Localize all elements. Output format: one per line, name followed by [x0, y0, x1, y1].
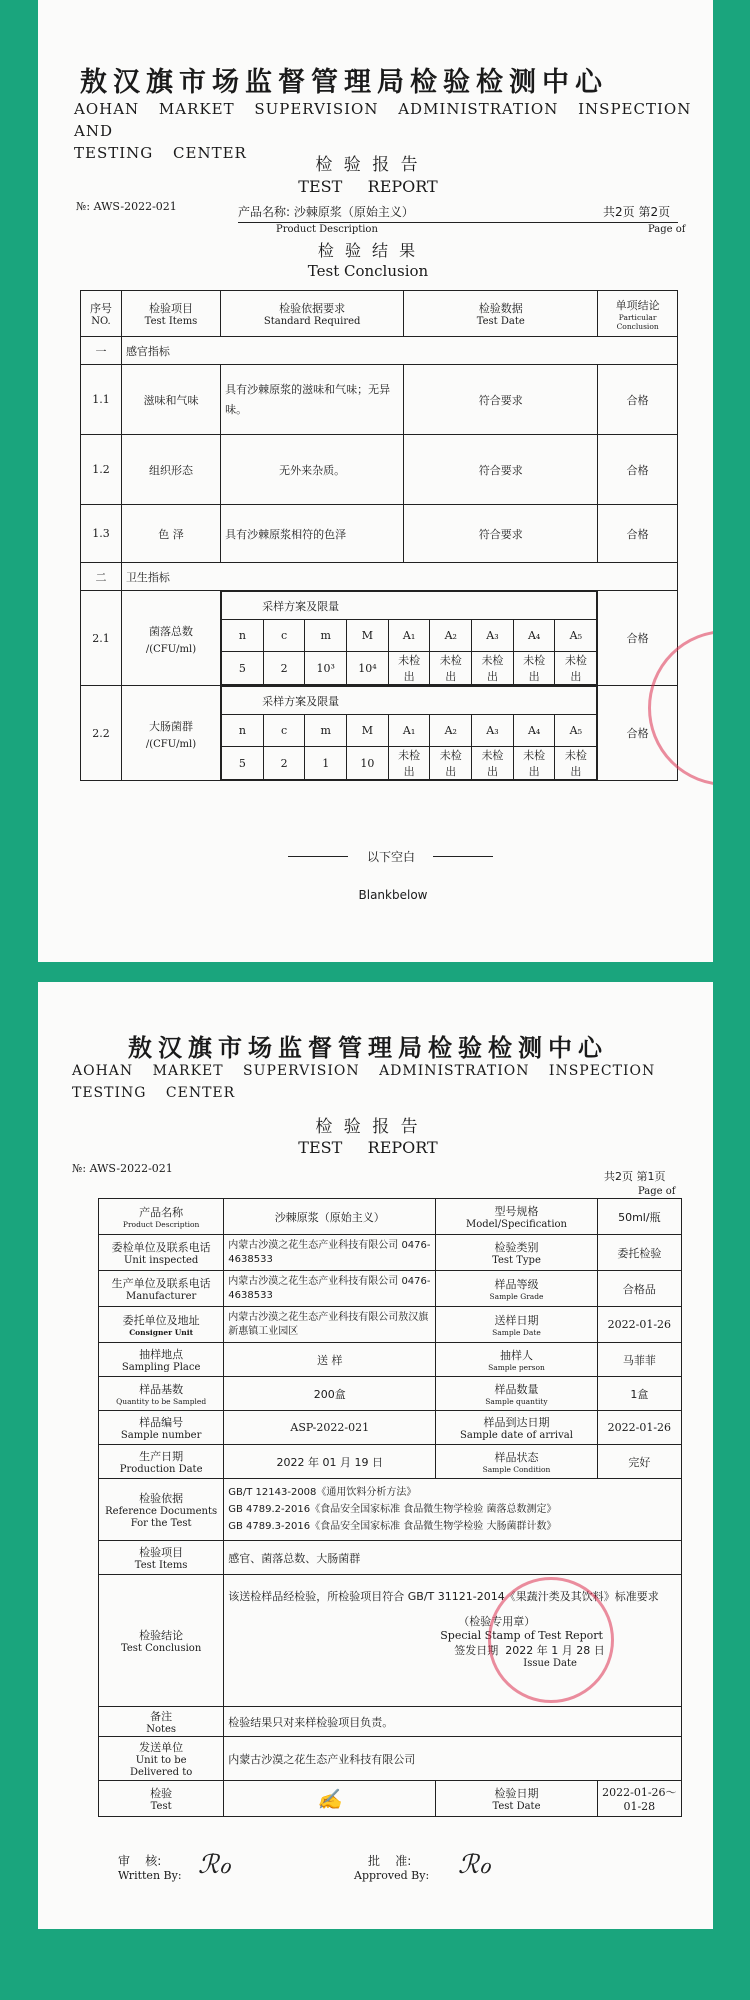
- issue-date: 2022 年 1 月 28 日: [505, 1644, 605, 1657]
- report-title-en: TEST REPORT: [298, 177, 438, 196]
- org-name-cn: 敖汉旗市场监督管理局检验检测中心: [80, 67, 608, 98]
- page-info: 共2页 第2页: [603, 205, 671, 219]
- org-name-en-line1: AOHAN MARKET SUPERVISION ADMINISTRATION INSPECTION: [72, 1063, 656, 1079]
- report-page-1: [38, 982, 713, 1929]
- section-row: [81, 337, 678, 365]
- report-number: №: AWS-2022-021: [72, 1162, 173, 1175]
- page-info: 共2页 第1页: [604, 1170, 666, 1183]
- approver-signature: ℛℴ: [458, 1850, 491, 1880]
- org-name-en-line2: TESTING CENTER: [72, 1085, 236, 1101]
- blank-below-en: Blankbelow: [358, 888, 428, 902]
- results-table: [80, 290, 678, 781]
- section-label: 感官指标: [121, 337, 677, 365]
- table-row: 检验项目 Test Items 感官、菌落总数、大肠菌群: [99, 1541, 682, 1575]
- info-table: [98, 1198, 682, 1817]
- bottom-background-band: [0, 1929, 750, 2000]
- written-by-cn: 审 核:: [118, 1854, 162, 1868]
- col-conclusion: 单项结论 Particular Conclusion: [598, 291, 678, 337]
- table-row: 备注 Notes 检验结果只对来样检验项目负责。: [99, 1707, 682, 1737]
- written-by-en: Written By:: [118, 1869, 182, 1882]
- section-row: [81, 563, 678, 591]
- report-page-2: [38, 0, 713, 962]
- report-title-cn: 检 验 报 告: [315, 1117, 421, 1137]
- table-row: 发送单位 Unit to be Delivered to 内蒙古沙漠之花生态产业科技有限公司: [99, 1737, 682, 1781]
- sampling-plan-table: 采样方案及限量 n c m M A₁ A₂ A₃ A₄ A₅ 5 2 10³ 10⁴ 未检出 未检出 未检出 未检出 未检出: [221, 591, 597, 685]
- stamp-label-cn: （检验专用章）: [458, 1615, 536, 1628]
- table-row: 生产单位及联系电话 Manufacturer 内蒙古沙漠之花生态产业科技有限公司 0476-4638533 样品等级 Sample Grade 合格品: [99, 1271, 682, 1307]
- table-row: 委检单位及联系电话 Unit inspected 内蒙古沙漠之花生态产业科技有限公司 0476-4638533 检验类别 Test Type 委托检验: [99, 1235, 682, 1271]
- table-row: 委托单位及地址 Consigner Unit 内蒙古沙漠之花生态产业科技有限公司敖汉旗新惠镇工业园区 送样日期 Sample Date 2022-01-26: [99, 1307, 682, 1343]
- section-label: 卫生指标: [121, 563, 677, 591]
- stamp-label-en: Special Stamp of Test Report: [440, 1629, 603, 1642]
- org-name-cn: 敖汉旗市场监督管理局检验检测中心: [128, 1033, 608, 1062]
- col-data: 检验数据 Test Date: [404, 291, 598, 337]
- red-seal-stamp: [488, 1577, 614, 1703]
- report-title-cn: 检 验 报 告: [315, 155, 421, 175]
- page-info-en: Page of: [648, 224, 686, 235]
- conclusion-row: 检验结论 Test Conclusion 该送检样品经检验，所检验项目符合 GB/T 31121-2014《果蔬汁类及其饮料》标准要求 （检验专用章） Special Stamp of Test Report 签发日期 2022 年 1 月 28 日 Issue Date: [99, 1575, 682, 1707]
- org-name-en: [72, 1060, 712, 1104]
- reviewer-signature: ℛℴ: [198, 1850, 231, 1880]
- conclusion-title-en: Test Conclusion: [307, 262, 429, 280]
- table-row: 样品编号 Sample number ASP-2022-021 样品到达日期 Sample date of arrival 2022-01-26: [99, 1411, 682, 1445]
- col-req: 检验依据要求 Standard Required: [221, 291, 404, 337]
- product-name-en: Product Description: [276, 224, 378, 235]
- table-row: 检验 Test ✍ 检验日期 Test Date 2022-01-26～01-28: [99, 1781, 682, 1817]
- org-name-en-line2: TESTING CENTER: [74, 144, 247, 162]
- page-info-en: Page of: [638, 1186, 676, 1197]
- conclusion-title-cn: 检 验 结 果: [317, 241, 419, 260]
- header-rule: [238, 222, 678, 223]
- approved-by-cn: 批 准:: [368, 1854, 412, 1868]
- org-name-en-line1: AOHAN MARKET SUPERVISION ADMINISTRATION INSPECTION AND: [74, 100, 692, 140]
- product-name: 产品名称: 沙棘原浆（原始主义）: [238, 205, 414, 219]
- report-title-en: TEST REPORT: [298, 1138, 438, 1157]
- results-header-row: [81, 291, 678, 337]
- table-row: 1.1 滋味和气味 具有沙棘原浆的滋味和气味；无异味。 符合要求 合格: [81, 365, 678, 435]
- blank-rule-right: [433, 856, 493, 857]
- table-row: 产品名称 Product Description 沙棘原浆（原始主义） 型号规格 Model/Specification 50ml/瓶: [99, 1199, 682, 1235]
- section-no: 二: [81, 563, 122, 591]
- section-no: 一: [81, 337, 122, 365]
- table-row: 检验依据 Reference Documents For the Test GB/T 12143-2008《通用饮料分析方法》 GB 4789.2-2016《食品安全国家标准 食品微生物学检验 菌落总数测定》 GB 4789.3-2016《食品安全国家标准 食品微生物学检验 大肠菌群计数》: [99, 1479, 682, 1541]
- conclusion-text: 该送检样品经检验，所检验项目符合 GB/T 31121-2014《果蔬汁类及其饮料》标准要求: [228, 1590, 659, 1603]
- issue-date-label: 签发日期: [454, 1644, 499, 1657]
- blank-below-cn: 以下空白: [366, 850, 415, 864]
- micro-row: 2.1 菌落总数 /(CFU/ml) 采样方案及限量 n c m M A₁ A₂ A₃ A₄ A₅ 5 2 10³ 10⁴ 未检出 未检出 未检出 未检出 未检出 合格: [81, 591, 678, 686]
- table-row: 样品基数 Quantity to be Sampled 200盒 样品数量 Sample quantity 1盒: [99, 1377, 682, 1411]
- blank-rule-left: [288, 856, 348, 857]
- sampling-plan-table: 采样方案及限量 n c m M A₁ A₂ A₃ A₄ A₅ 5 2 1 10 未检出 未检出 未检出 未检出 未检出: [221, 686, 597, 780]
- issue-date-en: Issue Date: [523, 1658, 577, 1669]
- micro-row: 2.2 大肠菌群 /(CFU/ml) 采样方案及限量 n c m M A₁ A₂ A₃ A₄ A₅ 5 2 1 10 未检出 未检出 未检出 未检出 未检出 合格: [81, 686, 678, 781]
- col-item: 检验项目 Test Items: [121, 291, 220, 337]
- approved-by-en: Approved By:: [354, 1869, 430, 1882]
- table-row: 1.3 色 泽 具有沙棘原浆相符的色泽 符合要求 合格: [81, 505, 678, 563]
- table-row: 1.2 组织形态 无外来杂质。 符合要求 合格: [81, 435, 678, 505]
- tester-signature: ✍: [317, 1786, 343, 1811]
- col-no: 序号 NO.: [81, 291, 122, 337]
- table-row: 生产日期 Production Date 2022 年 01 月 19 日 样品状态 Sample Condition 完好: [99, 1445, 682, 1479]
- report-number: №: AWS-2022-021: [76, 200, 177, 213]
- table-row: 抽样地点 Sampling Place 送 样 抽样人 Sample person 马菲菲: [99, 1343, 682, 1377]
